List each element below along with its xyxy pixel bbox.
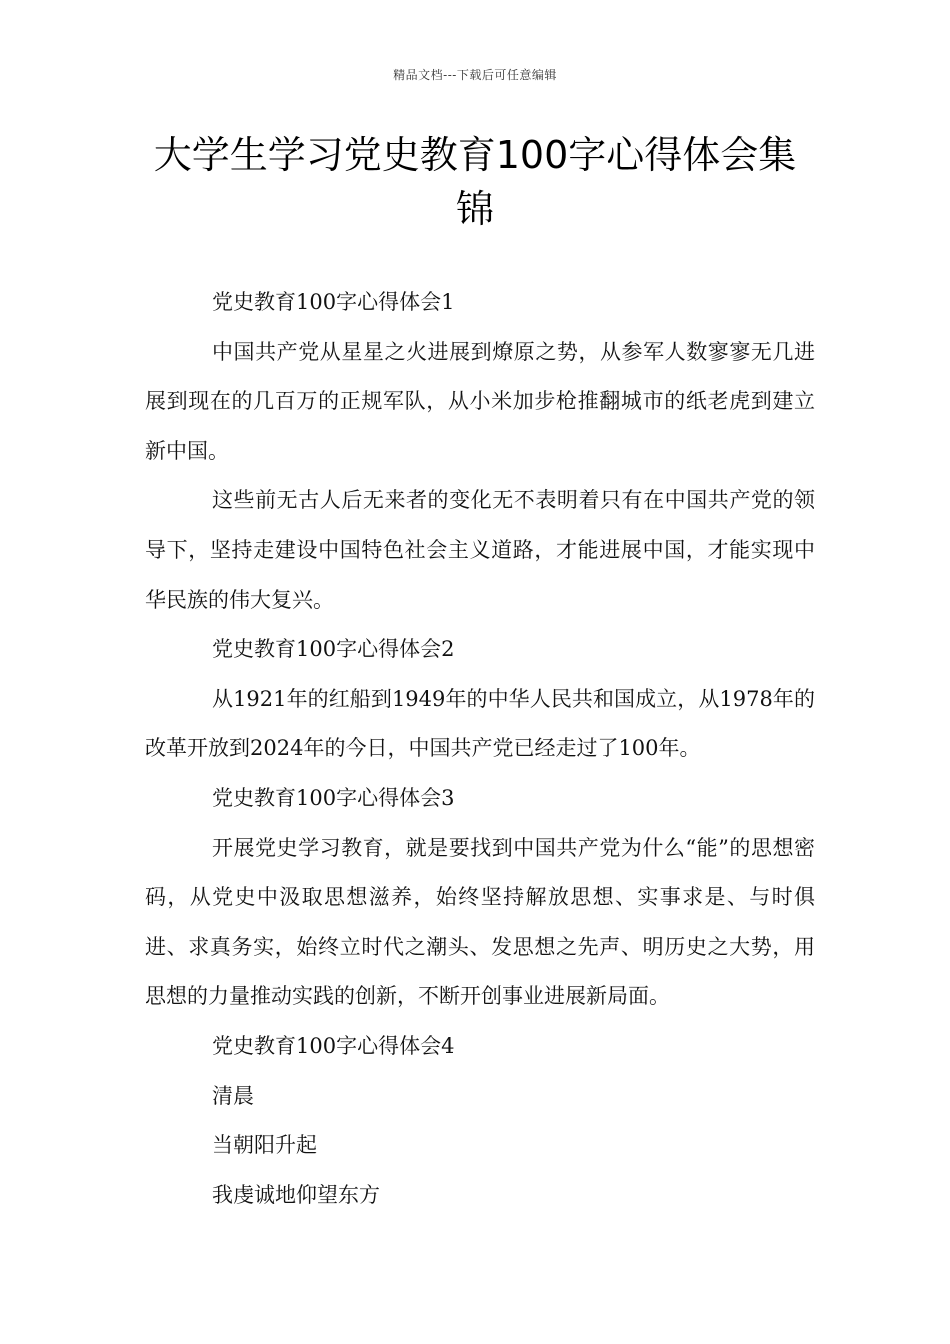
poem-line: 当朝阳升起 <box>212 1133 317 1158</box>
document-title: 大学生学习党史教育100字心得体会集锦 <box>153 133 797 231</box>
section-heading-1: 党史教育100字心得体会1 <box>212 290 455 314</box>
section-heading-2: 党史教育100字心得体会2 <box>212 637 455 662</box>
body-paragraph: 开展党史学习教育，就是要找到中国共产党为什么“能”的思想密码，从党史中汲取思想滋养，始终坚持解放思想、实事求是、与时俱进、求真务实，始终立时代之潮头、发思想之先声、明历史之大势，用思想的力量推动实践的创新，不断开创事业进展新局面。 <box>145 835 815 1009</box>
header-note: 精品文档---下载后可任意编辑 <box>393 68 557 82</box>
section-heading-4: 党史教育100字心得体会4 <box>212 1033 455 1058</box>
poem-line: 清晨 <box>212 1083 254 1108</box>
body-paragraph: 这些前无古人后无来者的变化无不表明着只有在中国共产党的领导下，坚持走建设中国特色社会主义道路，才能进展中国，才能实现中华民族的伟大复兴。 <box>145 488 815 612</box>
section-heading-3: 党史教育100字心得体会3 <box>212 785 455 810</box>
body-paragraph: 中国共产党从星星之火进展到燎原之势，从参军人数寥寥无几进展到现在的几百万的正规军队，从小米加步枪推翻城市的纸老虎到建立新中国。 <box>145 339 815 463</box>
poem-line: 我虔诚地仰望东方 <box>212 1182 380 1207</box>
document-body <box>145 278 815 1220</box>
body-paragraph: 从1921年的红船到1949年的中华人民共和国成立，从1978年的改革开放到2024年的今日，中国共产党已经走过了100年。 <box>145 686 815 761</box>
